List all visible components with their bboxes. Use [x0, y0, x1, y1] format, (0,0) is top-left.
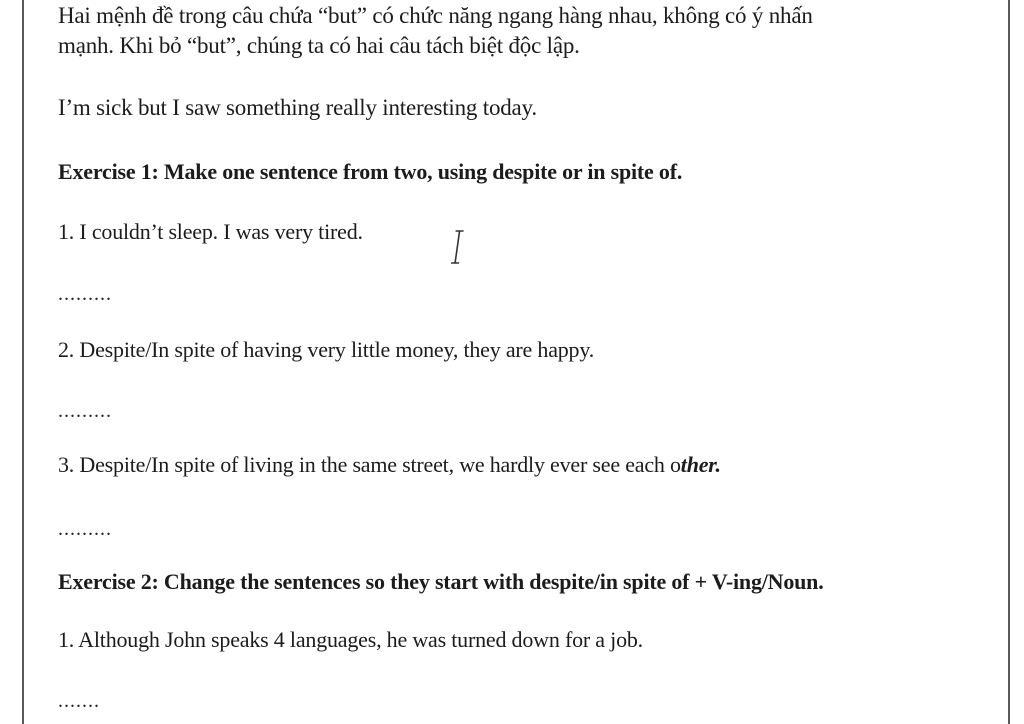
exercise-1-item-3: [58, 450, 721, 480]
exercise-2-heading: Exercise 2: Change the sentences so they start with despite/in spite of + V-ing/Noun.: [58, 569, 824, 594]
exercise-1-item-2: 2. Despite/In spite of having very little money, they are happy.: [58, 337, 595, 362]
exercise-1-item-3-main: 3. Despite/In spite of living in the same street, we hardly ever see each o: [58, 452, 681, 477]
exercise-1-item-1: 1. I couldn’t sleep. I was very tired.: [58, 219, 363, 244]
exercise-1-heading: Exercise 1: Make one sentence from two, using despite or in spite of.: [58, 159, 683, 184]
exercise-1-answer-3[interactable]: .........: [58, 518, 112, 540]
exercise-2-answer-1[interactable]: .......: [58, 690, 100, 712]
exercise-1-item-3-emphasis: ther.: [680, 452, 721, 477]
exercise-2-item-1: 1. Although John speaks 4 languages, he was turned down for a job.: [58, 627, 643, 652]
example-sentence: I’m sick but I saw something really interesting today.: [58, 95, 537, 120]
document-page: [22, 0, 1010, 724]
intro-line-1: Hai mệnh đề trong câu chứa “but” có chức năng ngang hàng nhau, không có ý nhấn: [58, 3, 813, 28]
exercise-1-answer-1[interactable]: .........: [58, 283, 112, 305]
text-cursor-icon: [446, 228, 466, 266]
intro-line-2: mạnh. Khi bỏ “but”, chúng ta có hai câu tách biệt độc lập.: [58, 33, 580, 58]
exercise-1-answer-2[interactable]: .........: [58, 400, 112, 422]
